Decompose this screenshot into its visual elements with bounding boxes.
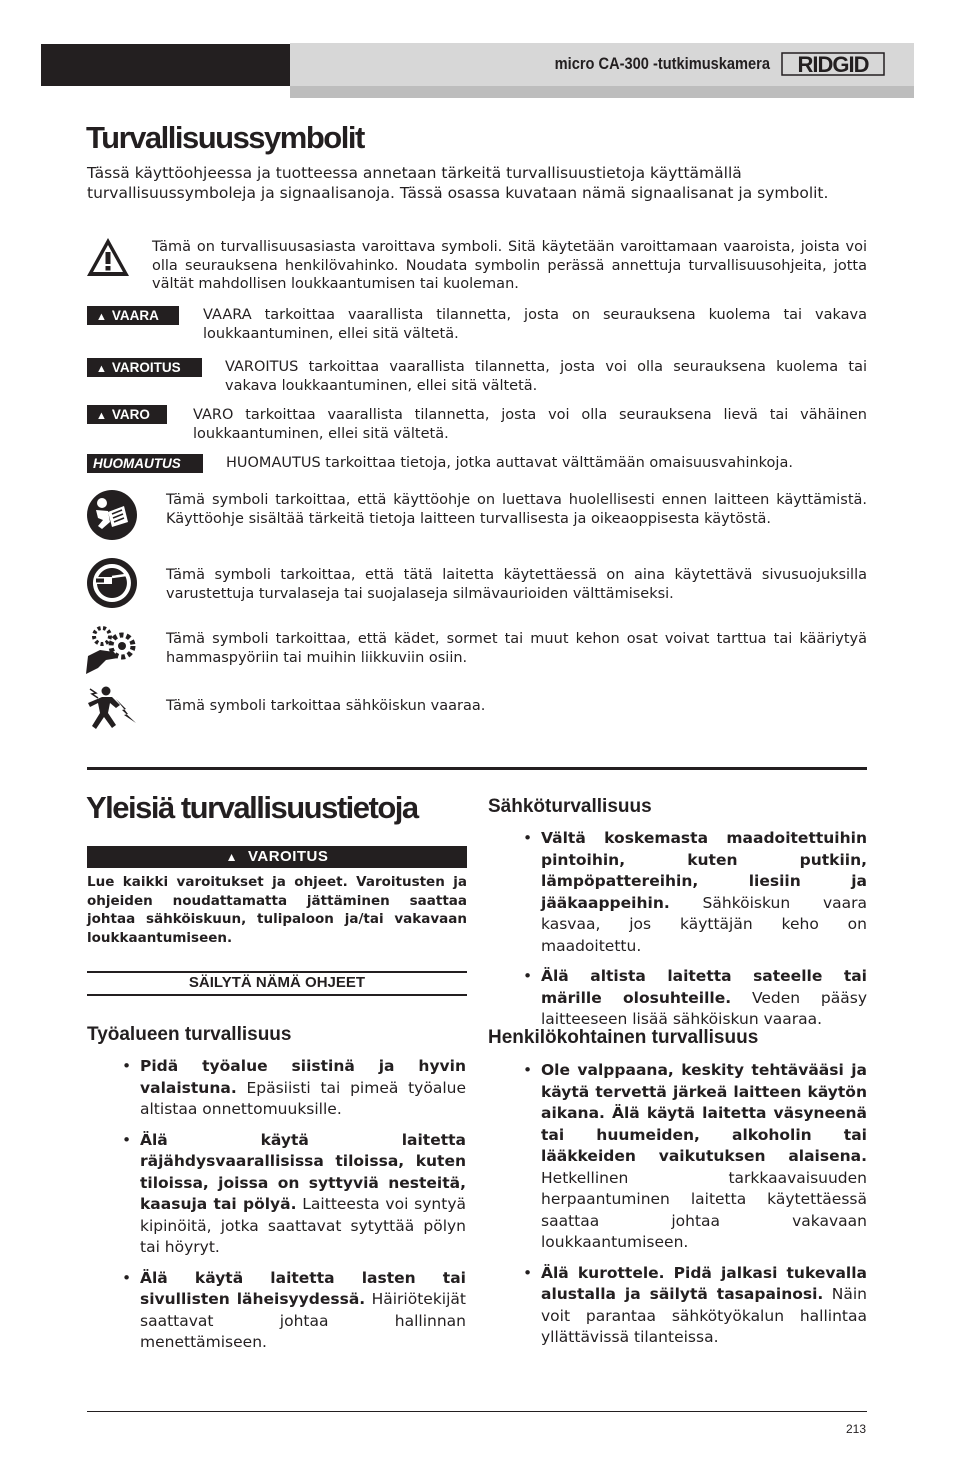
keep-rule-bottom: [87, 994, 467, 996]
shock-symbol-text: Tämä symboli tarkoittaa sähköiskun vaaraa.: [166, 698, 486, 714]
warning-triangle-icon: ▲: [225, 850, 238, 864]
glasses-symbol-text: Tämä symboli tarkoittaa, että tätä laitetta käytettäessä on aina käytettävä sivusuojuksilla varustettuja turvalaseja tai suojalaseja silmävaurioiden välttämiseksi.: [166, 567, 867, 602]
huomautus-text: HUOMAUTUS tarkoittaa tietoja, jotka auttavat välttämään omaisuusvahinkoja.: [226, 455, 793, 471]
section-title-general-safety: Yleisiä turvallisuustietoja: [86, 790, 418, 825]
section-divider: [87, 767, 867, 770]
list-item: • Älä altista laitetta sateelle tai märille olosuhteille. Veden pääsy laitteeseen lisää sähköiskun vaaraa.: [541, 966, 867, 1031]
personal-safety-heading: Henkilökohtainen turvallisuus: [488, 1027, 759, 1048]
electrical-safety-heading: Sähköturvallisuus: [488, 796, 652, 817]
page-number: 213: [845, 1422, 866, 1436]
varoitus-text: VAROITUS tarkoittaa vaarallista tilannetta, josta voi olla seurauksena kuolema tai vakava loukkaantuminen, ellei sitä vältetä.: [225, 359, 867, 394]
alert-symbol-text: Tämä on turvallisuusasiasta varoittava symboli. Sitä käytetään varoittamaan vaaroista, joista voi olla seurauksena henkilövahinko. Noudata symbolin perässä annettuja turvallisuusohjeita, jotta vältät mahdollisen loukkaantumisen tai kuoleman.: [152, 239, 867, 292]
list-item: • Pidä työalue siistinä ja hyvin valaistuna. Epäsiisti tai pimeä työalue altistaa onnettomuuksille.: [140, 1056, 466, 1121]
list-item: • Ole valppaana, keskity tehtävääsi ja käytä tervettä järkeä laitteen käytön aikana. Älä käytä laitetta väsyneenä tai huumeiden, alkoholin tai lääkkeiden vaikutuksen alaisena. Hetkellinen tarkkaavaisuuden herpaantuminen laitetta käytettäessä saattaa johtaa vakavaan loukkaantumiseen.: [541, 1060, 867, 1254]
keep-instructions-text: SÄILYTÄ NÄMÄ OHJEET: [188, 974, 366, 991]
section-title-safety-symbols: Turvallisuussymbolit: [86, 120, 364, 155]
personal-safety-list: [541, 1060, 867, 1358]
header-title: micro CA-300 -tutkimuskamera: [554, 54, 770, 73]
warning-text: Lue kaikki varoitukset ja ohjeet. Varoitusten ja ohjeiden noudattamatta jättäminen saattaa johtaa sähköiskuun, tulipaloon ja/tai vakavaan loukkaantumiseen.: [87, 874, 467, 946]
header-shadow-band: [290, 86, 914, 98]
warning-triangle-icon: ▲: [96, 363, 107, 375]
read-manual-icon: [86, 489, 138, 541]
warning-triangle-icon: ▲: [96, 410, 107, 422]
list-item: • Vältä koskemasta maadoitettuihin pintoihin, kuten putkiin, lämpöpattereihin, liesiin ja jääkaappeihin. Sähköiskun vaara kasvaa, jos käyttäjän keho on maadoitettu.: [541, 828, 867, 957]
badge-huomautus: HUOMAUTUS: [87, 454, 203, 473]
safety-glasses-icon: [86, 557, 138, 609]
ridgid-logo: [781, 50, 887, 80]
work-area-heading: Työalueen turvallisuus: [87, 1024, 292, 1045]
warning-triangle-icon: ▲: [96, 311, 107, 323]
warning-bar: ▲ VAROITUS: [87, 846, 467, 868]
list-item: • Älä kurottele. Pidä jalkasi tukevalla alustalla ja säilytä tasapainosi. Näin voit parantaa sähkötyökalun hallintaa yllättävissä tilanteissa.: [541, 1263, 867, 1349]
ridgid-logo-text: RIDGID: [797, 52, 869, 77]
badge-varoitus: ▲ VAROITUS: [87, 358, 202, 377]
gears-hazard-icon: [84, 624, 138, 676]
work-area-list: [140, 1056, 466, 1363]
alert-triangle-icon: [85, 236, 131, 278]
varo-text: VARO tarkoittaa vaarallista tilannetta, josta voi olla seurauksena lievä tai vähäinen loukkaantuminen, ellei sitä vältetä.: [193, 407, 867, 442]
list-item: • Älä käytä laitetta lasten tai sivullisten läheisyydessä. Häiriötekijät saattavat johtaa hallinnan menettämiseen.: [140, 1268, 466, 1354]
electric-shock-icon: [84, 685, 140, 733]
footer-rule: [87, 1411, 867, 1412]
badge-vaara: ▲ VAARA: [87, 306, 179, 325]
gears-symbol-text: Tämä symboli tarkoittaa, että kädet, sormet tai muut kehon osat voivat tarttua tai kääriytyä hammaspyöriin tai muihin liikkuviin osiin.: [166, 631, 867, 666]
header-black-band: [41, 44, 291, 86]
badge-varo: ▲ VARO: [87, 405, 167, 424]
intro-paragraph: Tässä käyttöohjeessa ja tuotteessa annetaan tärkeitä turvallisuustietoja käyttämällä turvallisuussymboleja ja signaalisanoja. Tässä osassa kuvataan nämä signaalisanat ja symbolit.: [87, 164, 829, 202]
electrical-safety-list: [541, 828, 867, 1040]
list-item: • Älä käytä laitetta räjähdysvaarallisissa tiloissa, kuten tiloissa, joissa on syttyviä nesteitä, kaasuja tai pölyä. Laitteesta voi syntyä kipinöitä, jotka saattavat sytyttää pölyn tai höyryt.: [140, 1130, 466, 1259]
manual-symbol-text: Tämä symboli tarkoittaa, että käyttöohje on luettava huolellisesti ennen laitteen käyttämistä. Käyttöohje sisältää tärkeitä tietoja laitteen turvallisesta ja oikeaoppisesta käytöstä.: [166, 492, 867, 527]
vaara-text: VAARA tarkoittaa vaarallista tilannetta, josta on seurauksena kuolema tai vakava loukkaantuminen, ellei sitä vältetä.: [203, 307, 867, 342]
